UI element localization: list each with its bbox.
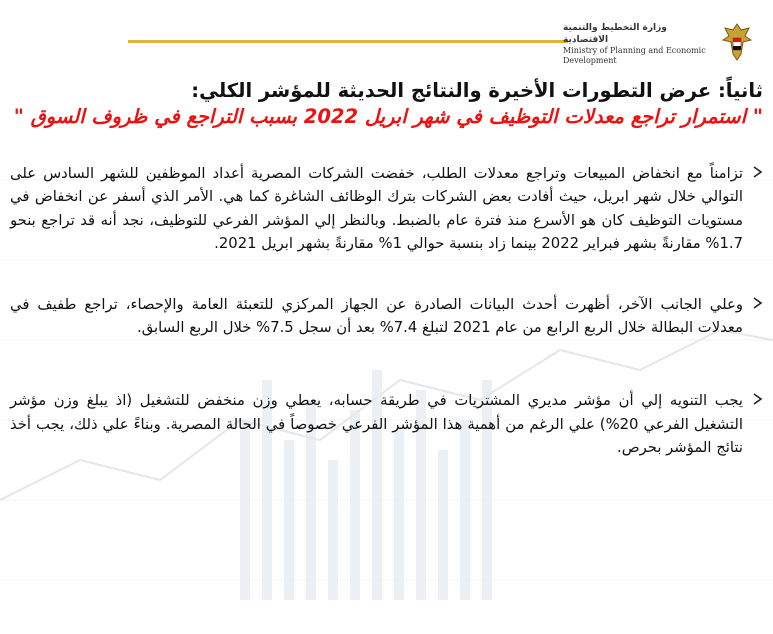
- bullet-text: تزامناً مع انخفاض المبيعات وتراجع معدلات الطلب، خفضت الشركات المصرية أعداد الموظفين للشهر السادس على التوالي خلال شهر ابريل، حيث أفادت بعض الشركات بترك الوظائف الشاغرة كما هي. الأمر الذي أسفر عن انخفاض في مستويات التوظيف كان هو الأسرع منذ فترة عام بالضبط. وبالنظر إلي المؤشر الفرعي للتوظيف، نجد أنه قد تراجع بنحو 1.7% مقارنةً بشهر فبراير 2022 بينما زاد بنسبة حوالي 1% مقارنةً بشهر ابريل 2021.: [10, 165, 743, 253]
- header-accent-line: [128, 40, 568, 43]
- bullet-list: [0, 162, 773, 460]
- slide-content: [0, 78, 773, 460]
- eagle-emblem-icon: [719, 20, 755, 64]
- slide-title: ثانياً: عرض التطورات الأخيرة والنتائج الحديثة للمؤشر الكلي:: [191, 79, 763, 102]
- ministry-name: [563, 22, 713, 66]
- list-item: [10, 389, 743, 459]
- bullet-text: يجب التنويه إلي أن مؤشر مديري المشتريات في طريقة حسابه، يعطي وزن منخفض للتشغيل (اذ يبلغ وزن مؤشر التشغيل الفرعي 20%) علي الرغم من أهمية هذا المؤشر الفرعي خصوصاً في الحالة المصرية. وبناءً علي ذلك، يجب أخذ نتائج المؤشر بحرص.: [10, 392, 743, 457]
- arrow-bullet-icon: [751, 293, 765, 313]
- ministry-name-english-line1: Ministry of Planning and Economic: [563, 46, 706, 55]
- bullet-text: وعلي الجانب الآخر، أظهرت أحدث البيانات الصادرة عن الجهاز المركزي للتعبئة العامة والإحصاء، تراجع طفيف في معدلات البطالة خلال الربع الرابع من عام 2021 لتبلغ 7.4% بعد أن سجل 7.5% خلال الربع السابق.: [10, 295, 743, 337]
- list-item: [10, 162, 743, 256]
- arrow-bullet-icon: [751, 162, 765, 182]
- slide-subtitle: " استمرار تراجع معدلات التوظيف في شهر ابريل 2022 بسبب التراجع في ظروف السوق ": [13, 105, 763, 128]
- ministry-name-english-line2: Development: [563, 56, 617, 65]
- list-item: [10, 293, 743, 340]
- ministry-name-arabic: وزارة التخطيط والتنمية الاقتصادية: [563, 23, 667, 45]
- arrow-bullet-icon: [751, 389, 765, 409]
- ministry-logo: [563, 14, 761, 70]
